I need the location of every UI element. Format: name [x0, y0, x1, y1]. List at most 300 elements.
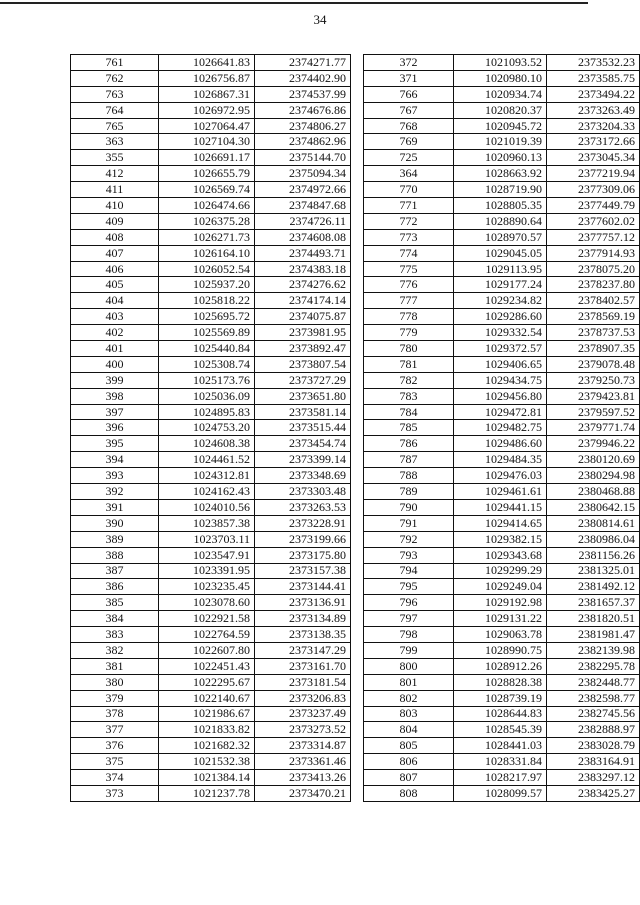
x-coordinate-cell: 1023547.91 [159, 547, 255, 563]
y-coordinate-cell: 2381492.12 [547, 579, 640, 595]
y-coordinate-cell: 2373892.47 [255, 341, 351, 357]
point-number-cell: 787 [364, 452, 454, 468]
y-coordinate-cell: 2377757.12 [547, 229, 640, 245]
table-row [71, 102, 351, 118]
y-coordinate-cell: 2378737.53 [547, 325, 640, 341]
point-number-cell: 762 [71, 70, 159, 86]
table-row [71, 420, 351, 436]
y-coordinate-cell: 2373515.44 [255, 420, 351, 436]
point-number-cell: 761 [71, 55, 159, 71]
point-number-cell: 394 [71, 452, 159, 468]
point-number-cell: 769 [364, 134, 454, 150]
x-coordinate-cell: 1028545.39 [454, 722, 547, 738]
table-row [364, 722, 640, 738]
table-row [364, 182, 640, 198]
table-row [364, 642, 640, 658]
x-coordinate-cell: 1025937.20 [159, 277, 255, 293]
y-coordinate-cell: 2374271.77 [255, 55, 351, 71]
table-row [71, 293, 351, 309]
x-coordinate-cell: 1023078.60 [159, 595, 255, 611]
point-number-cell: 778 [364, 309, 454, 325]
table-row [364, 452, 640, 468]
table-row [71, 229, 351, 245]
table-row [364, 690, 640, 706]
x-coordinate-cell: 1022764.59 [159, 627, 255, 643]
y-coordinate-cell: 2373199.66 [255, 531, 351, 547]
y-coordinate-cell: 2377309.06 [547, 182, 640, 198]
point-number-cell: 805 [364, 738, 454, 754]
point-number-cell: 407 [71, 245, 159, 261]
point-number-cell: 786 [364, 436, 454, 452]
y-coordinate-cell: 2374806.27 [255, 118, 351, 134]
table-row [364, 372, 640, 388]
point-number-cell: 795 [364, 579, 454, 595]
table-row [71, 642, 351, 658]
x-coordinate-cell: 1029461.61 [454, 484, 547, 500]
x-coordinate-cell: 1026164.10 [159, 245, 255, 261]
y-coordinate-cell: 2373727.29 [255, 372, 351, 388]
table-row [364, 293, 640, 309]
x-coordinate-cell: 1026271.73 [159, 229, 255, 245]
y-coordinate-cell: 2380468.88 [547, 484, 640, 500]
point-number-cell: 390 [71, 515, 159, 531]
x-coordinate-cell: 1028441.03 [454, 738, 547, 754]
y-coordinate-cell: 2374493.71 [255, 245, 351, 261]
y-coordinate-cell: 2374862.96 [255, 134, 351, 150]
y-coordinate-cell: 2378402.57 [547, 293, 640, 309]
x-coordinate-cell: 1029414.65 [454, 515, 547, 531]
table-row [71, 118, 351, 134]
y-coordinate-cell: 2382295.78 [547, 658, 640, 674]
point-number-cell: 393 [71, 468, 159, 484]
table-row [364, 309, 640, 325]
table-row [71, 468, 351, 484]
table-row [71, 531, 351, 547]
x-coordinate-cell: 1029045.05 [454, 245, 547, 261]
x-coordinate-cell: 1021682.32 [159, 738, 255, 754]
point-number-cell: 785 [364, 420, 454, 436]
table-row [71, 547, 351, 563]
y-coordinate-cell: 2380642.15 [547, 499, 640, 515]
table-row [364, 706, 640, 722]
point-number-cell: 804 [364, 722, 454, 738]
x-coordinate-cell: 1026691.17 [159, 150, 255, 166]
x-coordinate-cell: 1025308.74 [159, 356, 255, 372]
x-coordinate-cell: 1028719.90 [454, 182, 547, 198]
y-coordinate-cell: 2373585.75 [547, 70, 640, 86]
table-row [364, 770, 640, 786]
point-number-cell: 784 [364, 404, 454, 420]
y-coordinate-cell: 2379946.22 [547, 436, 640, 452]
x-coordinate-cell: 1026655.79 [159, 166, 255, 182]
y-coordinate-cell: 2373807.54 [255, 356, 351, 372]
table-row [71, 690, 351, 706]
table-row [71, 150, 351, 166]
x-coordinate-cell: 1029372.57 [454, 341, 547, 357]
point-number-cell: 402 [71, 325, 159, 341]
table-row [364, 579, 640, 595]
table-row [364, 627, 640, 643]
y-coordinate-cell: 2373228.91 [255, 515, 351, 531]
x-coordinate-cell: 1023235.45 [159, 579, 255, 595]
table-row [364, 674, 640, 690]
table-row [364, 325, 640, 341]
table-row [71, 499, 351, 515]
x-coordinate-cell: 1029382.15 [454, 531, 547, 547]
x-coordinate-cell: 1029249.04 [454, 579, 547, 595]
x-coordinate-cell: 1029113.95 [454, 261, 547, 277]
x-coordinate-cell: 1028644.83 [454, 706, 547, 722]
x-coordinate-cell: 1024010.56 [159, 499, 255, 515]
x-coordinate-cell: 1029434.75 [454, 372, 547, 388]
y-coordinate-cell: 2382448.77 [547, 674, 640, 690]
y-coordinate-cell: 2380120.69 [547, 452, 640, 468]
table-row [364, 245, 640, 261]
y-coordinate-cell: 2381325.01 [547, 563, 640, 579]
table-row [71, 388, 351, 404]
point-number-cell: 773 [364, 229, 454, 245]
y-coordinate-cell: 2373136.91 [255, 595, 351, 611]
table-row [364, 213, 640, 229]
x-coordinate-cell: 1028739.19 [454, 690, 547, 706]
y-coordinate-cell: 2377914.93 [547, 245, 640, 261]
table-row [71, 86, 351, 102]
x-coordinate-cell: 1026052.54 [159, 261, 255, 277]
y-coordinate-cell: 2373303.48 [255, 484, 351, 500]
point-number-cell: 771 [364, 198, 454, 214]
point-number-cell: 371 [364, 70, 454, 86]
x-coordinate-cell: 1023857.38 [159, 515, 255, 531]
point-number-cell: 801 [364, 674, 454, 690]
point-number-cell: 806 [364, 754, 454, 770]
y-coordinate-cell: 2374402.90 [255, 70, 351, 86]
table-row [364, 531, 640, 547]
x-coordinate-cell: 1029192.98 [454, 595, 547, 611]
x-coordinate-cell: 1022921.58 [159, 611, 255, 627]
y-coordinate-cell: 2373454.74 [255, 436, 351, 452]
x-coordinate-cell: 1026375.28 [159, 213, 255, 229]
y-coordinate-cell: 2374847.68 [255, 198, 351, 214]
y-coordinate-cell: 2373413.26 [255, 770, 351, 786]
x-coordinate-cell: 1027104.30 [159, 134, 255, 150]
table-row [364, 356, 640, 372]
x-coordinate-cell: 1028970.57 [454, 229, 547, 245]
point-number-cell: 803 [364, 706, 454, 722]
table-row [71, 436, 351, 452]
point-number-cell: 395 [71, 436, 159, 452]
table-row [364, 277, 640, 293]
y-coordinate-cell: 2378237.80 [547, 277, 640, 293]
table-row [364, 134, 640, 150]
x-coordinate-cell: 1029476.03 [454, 468, 547, 484]
table-row [71, 674, 351, 690]
point-number-cell: 409 [71, 213, 159, 229]
y-coordinate-cell: 2380814.61 [547, 515, 640, 531]
coordinates-table-right [363, 54, 640, 802]
point-number-cell: 802 [364, 690, 454, 706]
y-coordinate-cell: 2373175.80 [255, 547, 351, 563]
table-row [71, 245, 351, 261]
y-coordinate-cell: 2379423.81 [547, 388, 640, 404]
x-coordinate-cell: 1026756.87 [159, 70, 255, 86]
x-coordinate-cell: 1026867.31 [159, 86, 255, 102]
y-coordinate-cell: 2374276.62 [255, 277, 351, 293]
y-coordinate-cell: 2378569.19 [547, 309, 640, 325]
y-coordinate-cell: 2373181.54 [255, 674, 351, 690]
y-coordinate-cell: 2373470.21 [255, 785, 351, 801]
y-coordinate-cell: 2373263.53 [255, 499, 351, 515]
point-number-cell: 379 [71, 690, 159, 706]
x-coordinate-cell: 1025036.09 [159, 388, 255, 404]
table-row [364, 547, 640, 563]
x-coordinate-cell: 1029484.35 [454, 452, 547, 468]
table-row [71, 595, 351, 611]
point-number-cell: 779 [364, 325, 454, 341]
y-coordinate-cell: 2373206.83 [255, 690, 351, 706]
table-row [71, 325, 351, 341]
point-number-cell: 781 [364, 356, 454, 372]
table-row [71, 658, 351, 674]
table-row [364, 261, 640, 277]
point-number-cell: 381 [71, 658, 159, 674]
x-coordinate-cell: 1029482.75 [454, 420, 547, 436]
table-row [71, 770, 351, 786]
y-coordinate-cell: 2374537.99 [255, 86, 351, 102]
x-coordinate-cell: 1028331.84 [454, 754, 547, 770]
x-coordinate-cell: 1020820.37 [454, 102, 547, 118]
table-row [71, 166, 351, 182]
table-row [364, 118, 640, 134]
x-coordinate-cell: 1026641.83 [159, 55, 255, 71]
y-coordinate-cell: 2383028.79 [547, 738, 640, 754]
y-coordinate-cell: 2373161.70 [255, 658, 351, 674]
x-coordinate-cell: 1022451.43 [159, 658, 255, 674]
point-number-cell: 388 [71, 547, 159, 563]
point-number-cell: 775 [364, 261, 454, 277]
point-number-cell: 364 [364, 166, 454, 182]
point-number-cell: 372 [364, 55, 454, 71]
y-coordinate-cell: 2373532.23 [547, 55, 640, 71]
table-row [364, 166, 640, 182]
point-number-cell: 398 [71, 388, 159, 404]
point-number-cell: 767 [364, 102, 454, 118]
y-coordinate-cell: 2380294.98 [547, 468, 640, 484]
x-coordinate-cell: 1029332.54 [454, 325, 547, 341]
y-coordinate-cell: 2373263.49 [547, 102, 640, 118]
table-row [71, 754, 351, 770]
y-coordinate-cell: 2373314.87 [255, 738, 351, 754]
point-number-cell: 391 [71, 499, 159, 515]
x-coordinate-cell: 1026569.74 [159, 182, 255, 198]
point-number-cell: 800 [364, 658, 454, 674]
y-coordinate-cell: 2375144.70 [255, 150, 351, 166]
table-row [71, 722, 351, 738]
x-coordinate-cell: 1025569.89 [159, 325, 255, 341]
point-number-cell: 808 [364, 785, 454, 801]
table-row [364, 754, 640, 770]
point-number-cell: 797 [364, 611, 454, 627]
point-number-cell: 384 [71, 611, 159, 627]
table-row [364, 611, 640, 627]
table-row [71, 404, 351, 420]
point-number-cell: 764 [71, 102, 159, 118]
y-coordinate-cell: 2373172.66 [547, 134, 640, 150]
x-coordinate-cell: 1025173.76 [159, 372, 255, 388]
table-row [71, 309, 351, 325]
point-number-cell: 410 [71, 198, 159, 214]
table-row [364, 86, 640, 102]
table-row [71, 261, 351, 277]
y-coordinate-cell: 2373361.46 [255, 754, 351, 770]
y-coordinate-cell: 2373157.38 [255, 563, 351, 579]
point-number-cell: 791 [364, 515, 454, 531]
x-coordinate-cell: 1028217.97 [454, 770, 547, 786]
y-coordinate-cell: 2383425.27 [547, 785, 640, 801]
point-number-cell: 399 [71, 372, 159, 388]
point-number-cell: 763 [71, 86, 159, 102]
y-coordinate-cell: 2379078.48 [547, 356, 640, 372]
point-number-cell: 389 [71, 531, 159, 547]
x-coordinate-cell: 1028805.35 [454, 198, 547, 214]
point-number-cell: 377 [71, 722, 159, 738]
point-number-cell: 406 [71, 261, 159, 277]
x-coordinate-cell: 1026474.66 [159, 198, 255, 214]
x-coordinate-cell: 1029286.60 [454, 309, 547, 325]
y-coordinate-cell: 2374608.08 [255, 229, 351, 245]
table-row [364, 468, 640, 484]
x-coordinate-cell: 1021833.82 [159, 722, 255, 738]
y-coordinate-cell: 2381156.26 [547, 547, 640, 563]
y-coordinate-cell: 2381820.51 [547, 611, 640, 627]
y-coordinate-cell: 2374383.18 [255, 261, 351, 277]
x-coordinate-cell: 1024753.20 [159, 420, 255, 436]
table-row [71, 198, 351, 214]
point-number-cell: 375 [71, 754, 159, 770]
y-coordinate-cell: 2378907.35 [547, 341, 640, 357]
x-coordinate-cell: 1029343.68 [454, 547, 547, 563]
point-number-cell: 378 [71, 706, 159, 722]
table-row [364, 102, 640, 118]
point-number-cell: 765 [71, 118, 159, 134]
point-number-cell: 382 [71, 642, 159, 658]
point-number-cell: 404 [71, 293, 159, 309]
table-row [364, 55, 640, 71]
y-coordinate-cell: 2373581.14 [255, 404, 351, 420]
x-coordinate-cell: 1029441.15 [454, 499, 547, 515]
y-coordinate-cell: 2377449.79 [547, 198, 640, 214]
y-coordinate-cell: 2383297.12 [547, 770, 640, 786]
x-coordinate-cell: 1024608.38 [159, 436, 255, 452]
x-coordinate-cell: 1028663.92 [454, 166, 547, 182]
table-row [71, 579, 351, 595]
point-number-cell: 411 [71, 182, 159, 198]
x-coordinate-cell: 1021532.38 [159, 754, 255, 770]
y-coordinate-cell: 2373147.29 [255, 642, 351, 658]
x-coordinate-cell: 1025695.72 [159, 309, 255, 325]
table-row [364, 420, 640, 436]
table-row [364, 563, 640, 579]
point-number-cell: 403 [71, 309, 159, 325]
table-row [364, 229, 640, 245]
point-number-cell: 790 [364, 499, 454, 515]
x-coordinate-cell: 1029456.80 [454, 388, 547, 404]
point-number-cell: 412 [71, 166, 159, 182]
table-row [71, 55, 351, 71]
y-coordinate-cell: 2373494.22 [547, 86, 640, 102]
x-coordinate-cell: 1029472.81 [454, 404, 547, 420]
y-coordinate-cell: 2373138.35 [255, 627, 351, 643]
point-number-cell: 374 [71, 770, 159, 786]
table-row [71, 134, 351, 150]
point-number-cell: 405 [71, 277, 159, 293]
point-number-cell: 408 [71, 229, 159, 245]
y-coordinate-cell: 2379250.73 [547, 372, 640, 388]
table-row [71, 70, 351, 86]
x-coordinate-cell: 1028912.26 [454, 658, 547, 674]
table-row [71, 785, 351, 801]
x-coordinate-cell: 1028828.38 [454, 674, 547, 690]
x-coordinate-cell: 1025440.84 [159, 341, 255, 357]
y-coordinate-cell: 2373348.69 [255, 468, 351, 484]
table-row [364, 341, 640, 357]
x-coordinate-cell: 1023391.95 [159, 563, 255, 579]
x-coordinate-cell: 1024162.43 [159, 484, 255, 500]
table-row [71, 356, 351, 372]
point-number-cell: 386 [71, 579, 159, 595]
x-coordinate-cell: 1020934.74 [454, 86, 547, 102]
top-rule [0, 2, 588, 4]
x-coordinate-cell: 1021093.52 [454, 55, 547, 71]
y-coordinate-cell: 2373651.80 [255, 388, 351, 404]
table-row [71, 277, 351, 293]
table-row [364, 436, 640, 452]
point-number-cell: 383 [71, 627, 159, 643]
point-number-cell: 363 [71, 134, 159, 150]
x-coordinate-cell: 1023703.11 [159, 531, 255, 547]
x-coordinate-cell: 1022607.80 [159, 642, 255, 658]
x-coordinate-cell: 1022140.67 [159, 690, 255, 706]
point-number-cell: 766 [364, 86, 454, 102]
table-row [71, 706, 351, 722]
point-number-cell: 780 [364, 341, 454, 357]
x-coordinate-cell: 1029299.29 [454, 563, 547, 579]
point-number-cell: 799 [364, 642, 454, 658]
x-coordinate-cell: 1025818.22 [159, 293, 255, 309]
table-row [71, 372, 351, 388]
y-coordinate-cell: 2382745.56 [547, 706, 640, 722]
x-coordinate-cell: 1028099.57 [454, 785, 547, 801]
y-coordinate-cell: 2381981.47 [547, 627, 640, 643]
table-row [71, 182, 351, 198]
y-coordinate-cell: 2374174.14 [255, 293, 351, 309]
point-number-cell: 776 [364, 277, 454, 293]
table-row [71, 563, 351, 579]
y-coordinate-cell: 2373399.14 [255, 452, 351, 468]
point-number-cell: 392 [71, 484, 159, 500]
point-number-cell: 380 [71, 674, 159, 690]
coordinates-table-left [70, 54, 351, 802]
point-number-cell: 782 [364, 372, 454, 388]
point-number-cell: 788 [364, 468, 454, 484]
y-coordinate-cell: 2373045.34 [547, 150, 640, 166]
x-coordinate-cell: 1020960.13 [454, 150, 547, 166]
point-number-cell: 397 [71, 404, 159, 420]
y-coordinate-cell: 2375094.34 [255, 166, 351, 182]
y-coordinate-cell: 2382888.97 [547, 722, 640, 738]
x-coordinate-cell: 1020980.10 [454, 70, 547, 86]
y-coordinate-cell: 2373144.41 [255, 579, 351, 595]
table-row [364, 785, 640, 801]
